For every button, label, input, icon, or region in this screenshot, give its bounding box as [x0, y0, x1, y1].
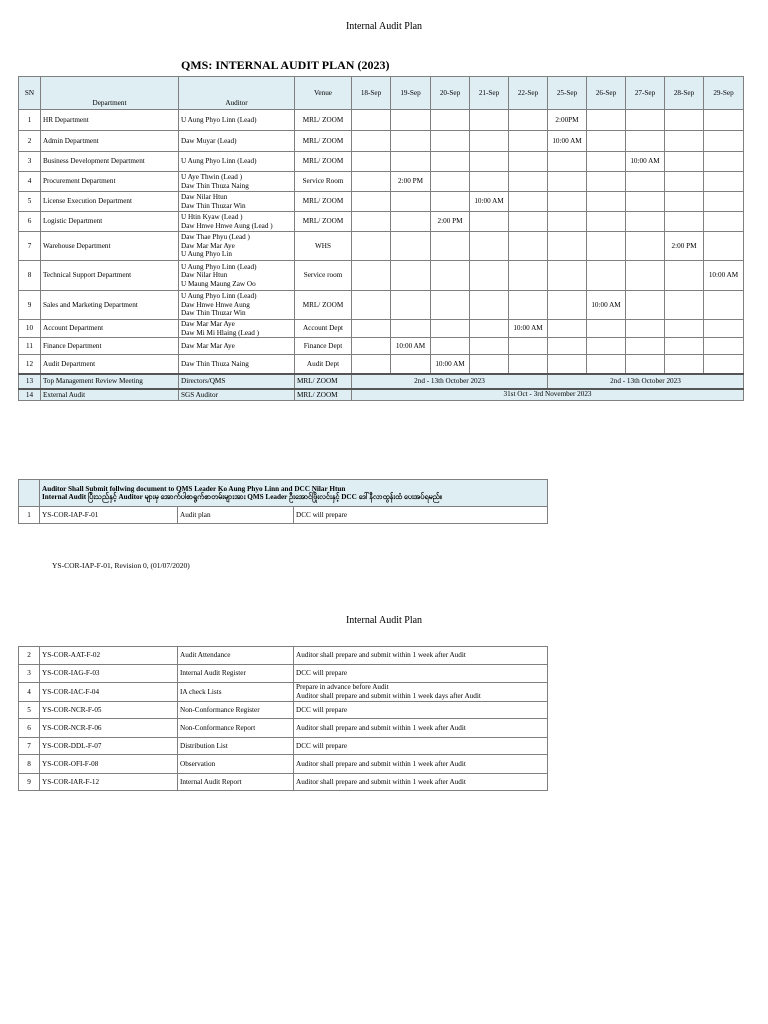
auditor-name: Daw Thin Thuza Naing	[181, 359, 249, 368]
schedule-cell	[391, 131, 431, 152]
scheduled-time: 2:00 PM	[391, 172, 431, 192]
plan-title: QMS: INTERNAL AUDIT PLAN (2023)	[181, 58, 390, 72]
schedule-cell	[665, 291, 704, 320]
form-code: YS-COR-NCR-F-06	[40, 719, 178, 738]
row-sn: 5	[19, 192, 41, 212]
schedule-cell	[431, 338, 470, 355]
schedule-cell	[704, 192, 744, 212]
row-department: Audit Department	[41, 355, 179, 374]
schedule-cell	[470, 355, 509, 374]
form-row	[19, 647, 548, 665]
col-header-auditor: Auditor	[179, 77, 295, 110]
auditor-name: Daw Nilar Htun	[181, 271, 228, 280]
row-auditor	[179, 338, 295, 355]
schedule-cell	[509, 355, 548, 374]
schedule-cell	[587, 320, 626, 338]
schedule-cell	[587, 355, 626, 374]
audit-row	[19, 261, 744, 291]
schedule-cell	[391, 291, 431, 320]
schedule-cell	[391, 192, 431, 212]
schedule-cell	[665, 355, 704, 374]
col-header-date: 27-Sep	[626, 77, 665, 110]
schedule-cell	[470, 291, 509, 320]
submission-instruction-english: Auditor Shall Submit follwing document to QMS Leader Ko Aung Phyo Linn and DCC Nilar Htun	[42, 484, 346, 493]
audit-row	[19, 212, 744, 232]
schedule-cell	[548, 291, 587, 320]
schedule-cell	[587, 172, 626, 192]
schedule-cell	[548, 192, 587, 212]
scheduled-time: 10:00 AM	[626, 152, 665, 172]
row-sn: 6	[19, 212, 41, 232]
schedule-cell	[391, 212, 431, 232]
schedule-cell	[431, 261, 470, 291]
row-sn: 1	[19, 110, 41, 131]
row-auditor	[179, 131, 295, 152]
form-code: YS-COR-NCR-F-05	[40, 702, 178, 719]
form-remark	[294, 755, 548, 774]
row-sn: 1	[19, 507, 40, 524]
form-remark	[294, 665, 548, 683]
schedule-cell	[431, 110, 470, 131]
row-sn: 7	[19, 232, 41, 261]
form-row	[19, 507, 548, 524]
form-remark	[294, 647, 548, 665]
schedule-cell	[470, 110, 509, 131]
row-sn: 6	[19, 719, 40, 738]
row-sn: 7	[19, 738, 40, 755]
schedule-cell	[626, 212, 665, 232]
schedule-cell	[704, 338, 744, 355]
form-remark	[294, 738, 548, 755]
auditor-name: Daw Hnwe Hnwe Aung	[181, 300, 250, 309]
schedule-cell	[704, 110, 744, 131]
schedule-cell	[391, 152, 431, 172]
row-venue: MRL/ ZOOM	[295, 152, 352, 172]
col-header-date: 29-Sep	[704, 77, 744, 110]
document-submission-table	[18, 479, 548, 524]
auditor-name: U Maung Maung Zaw Oo	[181, 279, 256, 288]
row-venue: Audit Dept	[295, 355, 352, 374]
row-auditor: SGS Auditor	[179, 389, 295, 401]
col-header-date: 22-Sep	[509, 77, 548, 110]
remark-line: Auditor shall prepare and submit within 1 week days after Audit	[296, 692, 481, 700]
row-sn: 13	[19, 374, 41, 389]
schedule-cell	[704, 172, 744, 192]
schedule-cell	[509, 261, 548, 291]
review-period-cell: 2nd - 13th October 2023	[548, 374, 744, 389]
schedule-cell	[352, 212, 391, 232]
schedule-cell	[587, 110, 626, 131]
schedule-cell	[626, 192, 665, 212]
schedule-cell	[626, 320, 665, 338]
external-audit-period-cell: 31st Oct - 3rd November 2023	[352, 389, 744, 401]
schedule-cell	[509, 131, 548, 152]
schedule-cell	[391, 261, 431, 291]
auditor-name: U Aye Thwin (Lead )	[181, 172, 243, 181]
schedule-cell	[626, 355, 665, 374]
schedule-cell	[431, 131, 470, 152]
form-row	[19, 702, 548, 719]
schedule-cell	[470, 338, 509, 355]
schedule-cell	[352, 232, 391, 261]
remark-line: DCC will prepare	[296, 669, 348, 678]
schedule-cell	[704, 355, 744, 374]
schedule-cell	[626, 110, 665, 131]
audit-row	[19, 291, 744, 320]
remark-line: Auditor shall prepare and submit within 1 week after Audit	[296, 777, 466, 786]
audit-row	[19, 152, 744, 172]
row-department: Business Development Department	[41, 152, 179, 172]
form-name: Non-Conformance Report	[178, 719, 294, 738]
schedule-cell	[470, 152, 509, 172]
schedule-cell	[391, 320, 431, 338]
col-header-date: 20-Sep	[431, 77, 470, 110]
schedule-cell	[626, 261, 665, 291]
row-department: Finance Department	[41, 338, 179, 355]
remark-line: Prepare in advance before Audit	[296, 683, 389, 692]
form-name: Audit plan	[178, 507, 294, 524]
row-department: Procurement Department	[41, 172, 179, 192]
form-remark	[294, 702, 548, 719]
form-code: YS-COR-IAC-F-04	[40, 683, 178, 702]
schedule-cell	[509, 110, 548, 131]
row-sn: 10	[19, 320, 41, 338]
audit-row	[19, 338, 744, 355]
schedule-cell	[704, 320, 744, 338]
row-auditor	[179, 320, 295, 338]
audit-row	[19, 232, 744, 261]
row-venue: WHS	[295, 232, 352, 261]
schedule-cell	[548, 232, 587, 261]
schedule-cell	[470, 172, 509, 192]
form-row	[19, 774, 548, 791]
schedule-cell	[548, 152, 587, 172]
auditor-name: U Htin Kyaw (Lead )	[181, 212, 243, 221]
audit-row	[19, 355, 744, 374]
management-review-row	[19, 374, 744, 389]
form-name: Non-Conformance Register	[178, 702, 294, 719]
row-venue: MRL/ ZOOM	[295, 389, 352, 401]
row-sn: 4	[19, 172, 41, 192]
form-remark	[294, 683, 548, 702]
schedule-cell	[470, 212, 509, 232]
form-remark	[294, 719, 548, 738]
form-name: Audit Attendance	[178, 647, 294, 665]
form-row	[19, 683, 548, 702]
schedule-cell	[548, 338, 587, 355]
row-auditor	[179, 261, 295, 291]
auditor-name: U Aung Phyo Lin	[181, 250, 232, 259]
auditor-name: U Aung Phyo Linn (Lead)	[181, 292, 257, 301]
schedule-cell	[626, 338, 665, 355]
row-department: Sales and Marketing Department	[41, 291, 179, 320]
schedule-cell	[470, 261, 509, 291]
form-name: Observation	[178, 755, 294, 774]
schedule-cell	[626, 291, 665, 320]
scheduled-time: 10:00 AM	[431, 355, 470, 374]
audit-row	[19, 192, 744, 212]
schedule-cell	[704, 291, 744, 320]
schedule-cell	[352, 320, 391, 338]
row-department: Account Department	[41, 320, 179, 338]
schedule-cell	[626, 232, 665, 261]
form-code: YS-COR-DDL-F-07	[40, 738, 178, 755]
scheduled-time: 10:00 AM	[548, 131, 587, 152]
schedule-cell	[509, 338, 548, 355]
schedule-cell	[665, 192, 704, 212]
row-department: External Audit	[41, 389, 179, 401]
form-row	[19, 719, 548, 738]
schedule-cell	[665, 172, 704, 192]
schedule-cell	[704, 152, 744, 172]
schedule-cell	[626, 131, 665, 152]
schedule-cell	[352, 110, 391, 131]
row-sn: 8	[19, 261, 41, 291]
remark-line: Auditor shall prepare and submit within 1 week after Audit	[296, 759, 466, 768]
row-department: Top Management Review Meeting	[41, 374, 179, 389]
schedule-cell	[352, 131, 391, 152]
schedule-cell	[704, 131, 744, 152]
scheduled-time: 10:00 AM	[509, 320, 548, 338]
remark-line: Auditor shall prepare and submit within 1 week after Audit	[296, 723, 466, 732]
auditor-name: Daw Hnwe Hnwe Aung (Lead )	[181, 221, 273, 230]
schedule-cell	[431, 291, 470, 320]
row-venue: Finance Dept	[295, 338, 352, 355]
audit-row	[19, 131, 744, 152]
schedule-cell	[431, 320, 470, 338]
schedule-cell	[665, 320, 704, 338]
row-sn: 2	[19, 131, 41, 152]
schedule-cell	[352, 261, 391, 291]
row-sn: 3	[19, 665, 40, 683]
col-header-date: 26-Sep	[587, 77, 626, 110]
schedule-cell	[587, 192, 626, 212]
forms-table	[18, 646, 548, 791]
row-auditor	[179, 172, 295, 192]
row-venue: Service room	[295, 261, 352, 291]
row-venue: MRL/ ZOOM	[295, 212, 352, 232]
row-auditor	[179, 152, 295, 172]
schedule-cell	[431, 152, 470, 172]
row-auditor	[179, 232, 295, 261]
row-sn: 5	[19, 702, 40, 719]
schedule-cell	[431, 192, 470, 212]
row-sn: 12	[19, 355, 41, 374]
row-auditor	[179, 110, 295, 131]
schedule-cell	[704, 212, 744, 232]
form-code: YS-COR-AAT-F-02	[40, 647, 178, 665]
form-name: Distribution List	[178, 738, 294, 755]
col-header-date: 18-Sep	[352, 77, 391, 110]
col-header-date: 19-Sep	[391, 77, 431, 110]
auditor-name: U Aung Phyo Linn (Lead)	[181, 115, 257, 124]
row-department: Warehouse Department	[41, 232, 179, 261]
schedule-cell	[352, 152, 391, 172]
schedule-cell	[587, 261, 626, 291]
row-department: Admin Department	[41, 131, 179, 152]
page-header: Internal Audit Plan	[345, 21, 423, 32]
auditor-name: Daw Nilar Htun	[181, 192, 228, 201]
row-venue: Service Room	[295, 172, 352, 192]
col-header-date: 21-Sep	[470, 77, 509, 110]
auditor-name: Daw Thin Thuzar Win	[181, 201, 246, 210]
audit-row	[19, 172, 744, 192]
auditor-name: Daw Mar Mar Aye	[181, 320, 235, 328]
schedule-cell	[587, 338, 626, 355]
schedule-cell	[431, 172, 470, 192]
row-venue: MRL/ ZOOM	[295, 192, 352, 212]
schedule-cell	[587, 152, 626, 172]
form-name: IA check Lists	[178, 683, 294, 702]
schedule-cell	[352, 172, 391, 192]
schedule-cell	[548, 320, 587, 338]
scheduled-time: 2:00 PM	[665, 232, 704, 261]
schedule-cell	[470, 131, 509, 152]
schedule-cell	[431, 232, 470, 261]
auditor-name: Daw Muyar (Lead)	[181, 136, 237, 145]
schedule-cell	[587, 232, 626, 261]
schedule-cell	[352, 355, 391, 374]
schedule-cell	[626, 172, 665, 192]
scheduled-time: 10:00 AM	[391, 338, 431, 355]
schedule-cell	[509, 291, 548, 320]
schedule-cell	[665, 338, 704, 355]
form-remark	[294, 774, 548, 791]
row-sn: 9	[19, 291, 41, 320]
schedule-cell	[704, 232, 744, 261]
schedule-cell	[587, 131, 626, 152]
scheduled-time: 10:00 AM	[587, 291, 626, 320]
remark-line: Auditor shall prepare and submit within 1 week after Audit	[296, 651, 466, 660]
row-venue: MRL/ ZOOM	[295, 131, 352, 152]
auditor-name: Daw Mi Mi Hlaing (Lead )	[181, 328, 260, 337]
row-venue: MRL/ ZOOM	[295, 291, 352, 320]
auditor-name: Daw Thae Phyu (Lead )	[181, 233, 250, 242]
submission-instruction-myanmar: Internal Audit ပြီးသည်နှင့် Auditor များမှ အောက်ပါစာရွက်စာတမ်းများအား QMS Leader ဦးအောင်ဖြိုးလင်းနှင့် DCC ဒေါ်နီလာထွန်းထံ ပေးအပ်ရမည်။	[42, 493, 442, 501]
row-auditor: Directors/QMS	[179, 374, 295, 389]
submission-instruction	[40, 480, 548, 507]
row-venue: MRL/ ZOOM	[295, 110, 352, 131]
form-code: YS-COR-IAP-F-01	[40, 507, 178, 524]
schedule-cell	[665, 110, 704, 131]
remark-line: DCC will prepare	[296, 510, 348, 519]
col-header-department: Department	[41, 77, 179, 110]
row-auditor	[179, 212, 295, 232]
schedule-cell	[509, 152, 548, 172]
form-code: YS-COR-IAG-F-03	[40, 665, 178, 683]
form-name: Internal Audit Register	[178, 665, 294, 683]
row-auditor	[179, 355, 295, 374]
form-code: YS-COR-OFI-F-08	[40, 755, 178, 774]
remark-line: DCC will prepare	[296, 741, 348, 750]
row-department: HR Department	[41, 110, 179, 131]
remark-line: DCC will prepare	[296, 705, 348, 714]
review-period-cell: 2nd - 13th October 2023	[352, 374, 548, 389]
schedule-cell	[391, 232, 431, 261]
row-sn: 14	[19, 389, 41, 401]
row-sn: 9	[19, 774, 40, 791]
auditor-name: U Aung Phyo Linn (Lead)	[181, 262, 257, 271]
row-sn: 3	[19, 152, 41, 172]
revision-footer: YS-COR-IAP-F-01, Revision 0, (01/07/2020)	[52, 561, 190, 570]
row-venue: Account Dept	[295, 320, 352, 338]
schedule-cell	[548, 172, 587, 192]
row-sn: 4	[19, 683, 40, 702]
schedule-cell	[470, 232, 509, 261]
form-code: YS-COR-IAR-F-12	[40, 774, 178, 791]
row-venue: MRL/ ZOOM	[295, 374, 352, 389]
row-department: Logistic Department	[41, 212, 179, 232]
schedule-cell	[352, 338, 391, 355]
row-sn: 2	[19, 647, 40, 665]
schedule-cell	[509, 232, 548, 261]
auditor-name: Daw Mar Mar Aye	[181, 241, 235, 250]
auditor-name: Daw Thin Thuzar Win	[181, 309, 246, 318]
audit-row	[19, 320, 744, 338]
row-sn: 8	[19, 755, 40, 774]
form-row	[19, 665, 548, 683]
audit-row	[19, 110, 744, 131]
schedule-cell	[509, 192, 548, 212]
auditor-name: Daw Mar Mar Aye	[181, 341, 235, 350]
schedule-cell	[548, 261, 587, 291]
row-sn: 11	[19, 338, 41, 355]
form-remark	[294, 507, 548, 524]
auditor-name: U Aung Phyo Linn (Lead)	[181, 157, 257, 166]
col-header-date: 28-Sep	[665, 77, 704, 110]
scheduled-time: 2:00PM	[548, 110, 587, 131]
row-auditor	[179, 192, 295, 212]
schedule-cell	[548, 355, 587, 374]
col-header-sn: SN	[19, 77, 41, 110]
schedule-cell	[352, 291, 391, 320]
schedule-cell	[665, 152, 704, 172]
schedule-cell	[509, 212, 548, 232]
scheduled-time: 10:00 AM	[704, 261, 744, 291]
schedule-cell	[587, 212, 626, 232]
schedule-cell	[470, 320, 509, 338]
schedule-cell	[665, 212, 704, 232]
col-header-date: 25-Sep	[548, 77, 587, 110]
form-row	[19, 738, 548, 755]
col-header-venue: Venue	[295, 77, 352, 110]
form-row	[19, 755, 548, 774]
row-auditor	[179, 291, 295, 320]
schedule-cell	[391, 110, 431, 131]
scheduled-time: 2:00 PM	[431, 212, 470, 232]
page-header: Internal Audit Plan	[345, 615, 423, 626]
schedule-cell	[548, 212, 587, 232]
row-department: Technical Support Department	[41, 261, 179, 291]
schedule-cell	[352, 192, 391, 212]
auditor-name: Daw Thin Thuza Naing	[181, 181, 249, 190]
form-name: Internal Audit Report	[178, 774, 294, 791]
row-department: License Execution Department	[41, 192, 179, 212]
scheduled-time: 10:00 AM	[470, 192, 509, 212]
audit-plan-table	[18, 76, 744, 401]
schedule-cell	[665, 131, 704, 152]
external-audit-row	[19, 389, 744, 401]
schedule-cell	[509, 172, 548, 192]
schedule-cell	[665, 261, 704, 291]
schedule-cell	[391, 355, 431, 374]
